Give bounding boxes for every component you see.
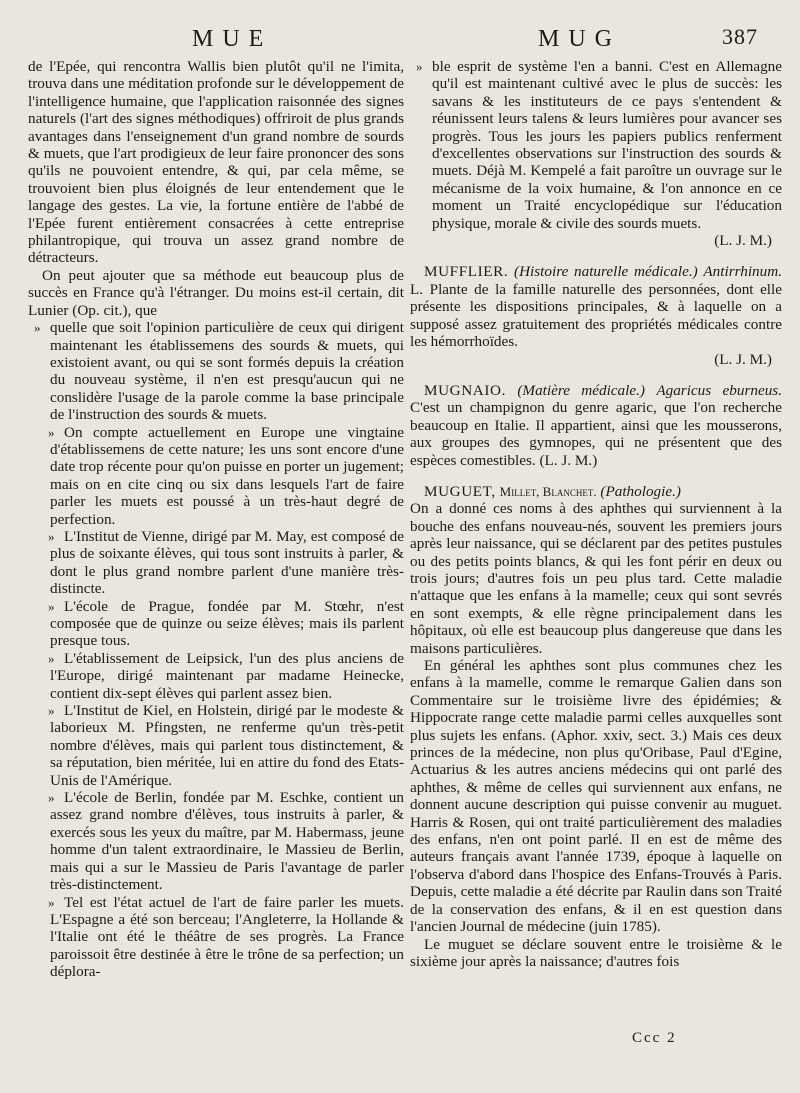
author-signature: (L. J. M.)	[714, 350, 772, 368]
quoted-paragraph: » On compte actuellement en Europe une vingtaine d'établissemens de cette nature; les uns sont encore d'une date trop récente pour qu'on puisse en porter un jugement; mais on en cite cinq ou six dans lesquels l'art de faire parler les muets est poussé à un très-haut degré de perfection.	[28, 424, 404, 528]
entry-text: L. Plante de la famille naturelle des personnées, dont elle présente les dispositions principales, & à laquelle on a supposé assez gratuitement des propriétés médicales contre les hémorrhoïdes.	[410, 280, 782, 351]
running-head-left: MUE	[192, 26, 273, 52]
entry-source: (Matière médicale.)	[517, 381, 645, 399]
entry-synonyms: Millet, Blanchet.	[499, 483, 597, 499]
entry-gap	[410, 368, 782, 382]
entry-source: (Pathologie.)	[600, 482, 681, 500]
entry-muguet-heading	[410, 483, 782, 500]
signature-mark: Ccc 2	[632, 1030, 677, 1046]
page-number: 387	[722, 24, 758, 49]
quoted-paragraph: » L'établissement de Leipsick, l'un des plus anciens de l'Europe, dirigé maintenant par madame Heinecke, contient dix-sept élèves qui parlent assez bien.	[28, 650, 404, 702]
paragraph: de l'Epée, qui rencontra Wallis bien plutôt qu'il ne l'imita, trouva dans une méditation profonde sur le développement de l'intelligence humaine, que l'application raisonnée des signes naturels (l'art des signes méthodiques) offriroit de plus grands avantages dans l'enseignement d'un grand nombre de sourds & muets, que l'art prodigieux de leur faire prononcer des sons qu'ils ne pouvoient entendre, & qui, par cela même, se trouvoient bien plus éloignés de leur entendement que le langage des gestes. La vie, la fortune entière de l'abbé de l'Epée furent entièrement consacrées à cette entreprise philantropique, qui trouva un assez grand nombre de détracteurs.	[28, 58, 404, 267]
paragraph: En général les aphthes sont plus communes chez les enfans à la mamelle, comme le remarque Galien dans son Commentaire sur le troisième livre des épidémies; & Hippocrate range cette maladie parmi celles auxquelles sont plus sujets les enfans. (Aphor. xxiv, sect. 3.) Mais ces deux princes de la médecine, non plus qu'Oribase, Paul d'Egine, Actuarius & les autres anciens médecins qui ont parlé des aphthes, & même de celles qui surviennent aux enfans, ne donnent aucune description qui puisse convenir au muguet. Harris & Rosen, qui ont traité particulièrement des maladies des enfans, n'en ont point parlé. Il en est de même des auteurs français avant l'année 1739, époque à laquelle on l'observa d'abord dans l'hospice des Enfans-Trouvés à Paris. Depuis, cette maladie a été décrite par Raulin dans son Traité de la conservation des enfans, & il en est question dans l'ancien Journal de médecine (juin 1785).	[410, 657, 782, 936]
right-column	[410, 58, 782, 970]
entry-mugnaio	[410, 382, 782, 469]
entry-latin-name: Agaricus eburneus.	[656, 381, 782, 399]
paragraph: Le muguet se déclare souvent entre le troisième & le sixième jour après la naissance; d'autres fois	[410, 935, 782, 970]
quoted-paragraph: » ble esprit de système l'en a banni. C'est en Allemagne qu'il est maintenant cultivé avec le plus de succès: les savans & les instituteurs de ce pays s'entendent & réunissent leurs talens & leurs lumières pour avancer ses progrès. Tous les jours les papiers publics renferment d'excellentes observations sur l'instruction des sourds & muets. Déjà M. Kempelé a fait paroître un ouvrage sur le mécanisme de la voix humaine, & l'on annonce en ce moment un Traité encyclopédique sur l'éducation physique, morale & civile des sourds muets.	[410, 58, 782, 232]
quoted-paragraph: » quelle que soit l'opinion particulière de ceux qui dirigent maintenant les établissemens des sourds & muets, qui existoient avant, ou qui se sont formés depuis la création du nouveau système, il n'en est presqu'aucun qui ne conslidère l'usage de la parole comme la base principale de l'instruction des sourds & muets.	[28, 319, 404, 423]
entry-latin-name: Antirrhinum.	[703, 263, 783, 281]
quoted-paragraph: » L'école de Berlin, fondée par M. Eschke, contient un assez grand nombre d'élèves, tous instruits à parler, & exercés sous les yeux du maître, par M. Habermass, jeune homme d'un talent extraordinaire, le Massieu de Berlin, mais qui a sur le Massieu de Paris l'avantage de parler très-distinctement.	[28, 789, 404, 893]
running-head-right: MUG	[538, 26, 622, 52]
paragraph: On peut ajouter que sa méthode eut beaucoup plus de succès en France qu'à l'étranger. Du moins est-il certain, dit Lunier (Op. cit.), que	[28, 266, 404, 319]
entry-mufflier	[410, 263, 782, 350]
entry-title: MUGNAIO.	[424, 381, 506, 399]
entry-gap	[410, 469, 782, 483]
author-signature: (L. J. M.)	[714, 232, 772, 250]
quoted-paragraph: » Tel est l'état actuel de l'art de faire parler les muets. L'Espagne a été son berceau; l'Angleterre, la Hollande & l'Italie ont été le théâtre de ses progrès. La France paroissoit être destinée à être le trône de sa perfection; un déplora-	[28, 894, 404, 981]
entry-source: (Histoire naturelle médicale.)	[514, 263, 698, 281]
entry-gap	[410, 249, 782, 263]
entry-title: MUFFLIER.	[424, 263, 509, 281]
quoted-paragraph: » L'école de Prague, fondée par M. Stœhr, n'est composée que de quinze ou seize élèves; mais ils parlent presque tous.	[28, 598, 404, 650]
left-column	[28, 58, 404, 981]
quoted-paragraph: » L'Institut de Kiel, en Holstein, dirigé par le modeste & laborieux M. Pfingsten, ne renferme qu'un très-petit nombre d'élèves, mais qui parlent tous distinctement, & sa réputation, bien méritée, lui en attire du fond des Etats-Unis de l'Amérique.	[28, 702, 404, 789]
entry-text: C'est un champignon du genre agaric, que l'on recherche beaucoup en Italie. Il appartient, ainsi que les mousserons, aux groupes des gymnopes, qui ne présentent que des espèces comestibles.	[410, 399, 782, 469]
entry-title: MUGUET,	[424, 482, 496, 500]
quoted-paragraph: » L'Institut de Vienne, dirigé par M. May, est composé de plus de soixante élèves, qui tous sont instruits à parler, & dont le plus grand nombre parlent d'une manière très-distincte.	[28, 528, 404, 598]
paragraph: On a donné ces noms à des aphthes qui surviennent à la bouche des enfans nouveau-nés, souvent les premiers jours après leur naissance, qui se déclarent par des petites pustules ou des petits points blancs, & qui les font périr en deux ou trois jours; d'autres fois un peu plus tard. Cette maladie n'attaque que les enfans à la mamelle; ceux qui sont sevrés en sont exempts, & elle règne principalement dans les hôpitaux, où elle est beaucoup plus dangereuse que dans les maisons particulières.	[410, 500, 782, 657]
author-signature: (L. J. M.)	[539, 451, 598, 469]
